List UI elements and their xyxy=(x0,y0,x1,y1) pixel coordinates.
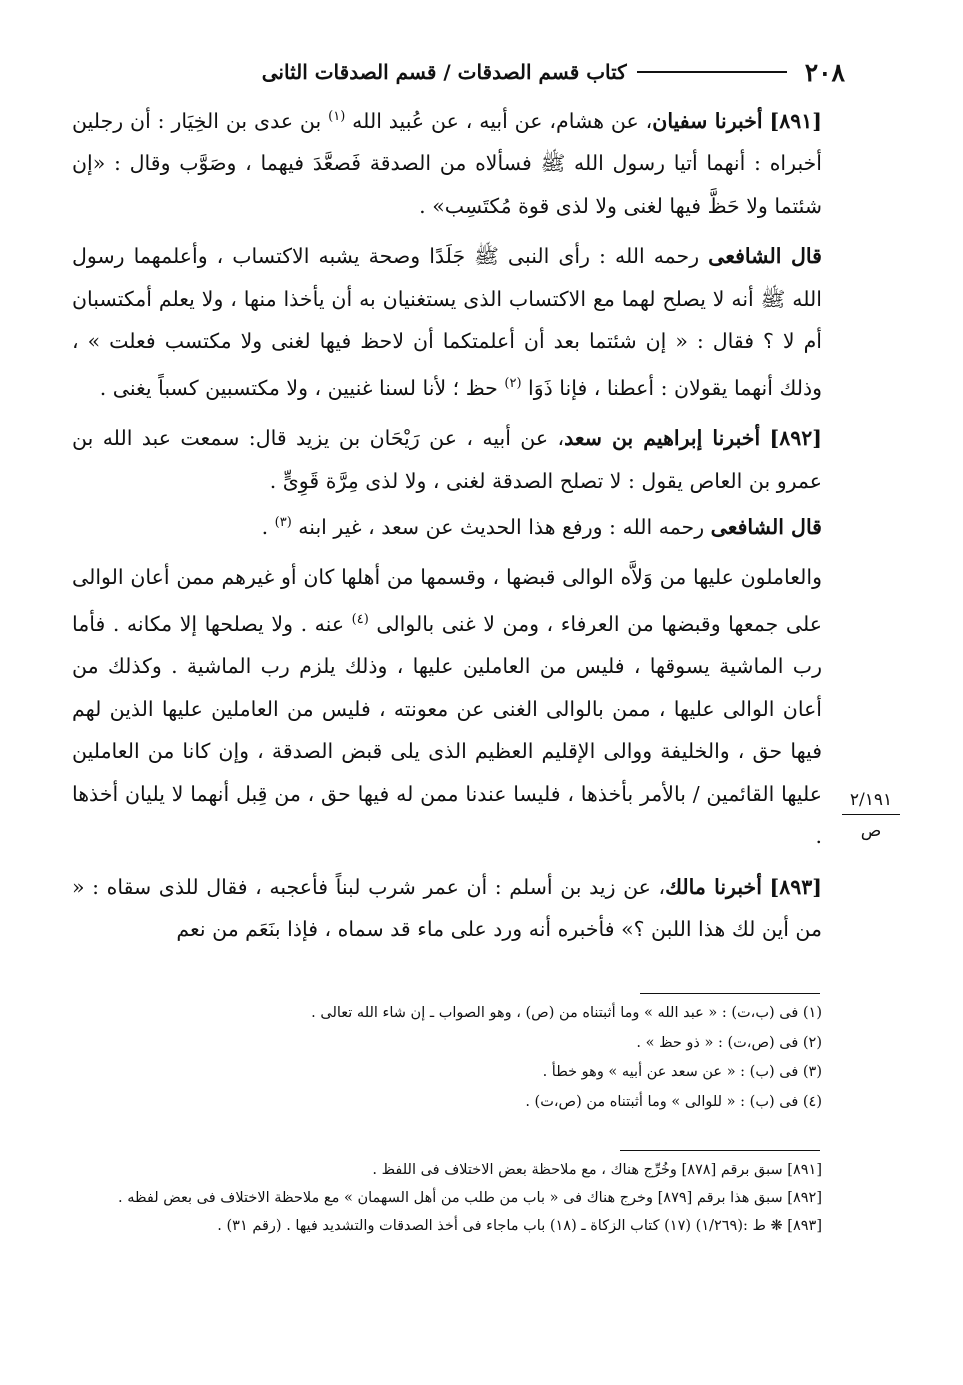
source-references xyxy=(72,1156,822,1240)
footnote-marker: (٤) xyxy=(351,611,369,627)
paragraph-lead: أخبرنا إبراهيم بن سعد xyxy=(564,426,761,451)
paragraph-shafii-1 xyxy=(72,235,822,409)
margin-rule xyxy=(842,814,900,815)
paragraph-lead: قال الشافعى xyxy=(710,514,822,539)
footnote: (١) فى (ب،ت) : « عبد الله » وما أثبتناه من (ص) ، وهو الصواب ـ إن شاء الله تعالى . xyxy=(311,1005,822,1021)
reference-note: [٨٩٣] ❋ ط :(١/٢٦٩) (١٧) كتاب الزكاة ـ (١٨) باب ماجاء فى أخذ الصدقات والتشديد فيها . (رقم ٣١) . xyxy=(217,1218,822,1234)
page-header xyxy=(75,52,845,92)
paragraph-text-continued: . xyxy=(261,514,269,539)
footnote-marker: (٣) xyxy=(274,515,292,531)
reference-note: [٨٩١] سبق برقم [٨٧٨] وخُرِّج هناك ، مع ملاحظة بعض الاختلاف فى اللفظ . xyxy=(372,1162,822,1178)
footnotes-divider xyxy=(640,993,820,994)
margin-manuscript-siglum: ص xyxy=(860,821,882,841)
footnotes xyxy=(72,999,822,1117)
hadith-number: [٨٩٣] xyxy=(769,874,822,899)
paragraph-lead: قال الشافعى xyxy=(708,244,822,269)
footnote: (٣) فى (ب) : « عن سعد عن أبيه » وهو خطأ . xyxy=(542,1064,822,1080)
footnote-marker: (٢) xyxy=(504,375,522,391)
reference-note: [٨٩٢] سبق هذا برقم [٨٧٩] وخرج هناك فى « باب من طلب من أهل السهمان » مع ملاحظة الاختلاف فى بعض لفظه . xyxy=(118,1190,822,1206)
paragraph-text: رحمه الله : ورفع هذا الحديث عن سعد ، غير ابنه xyxy=(298,514,705,539)
paragraph-text-continued: عنه . ولا يصلحها إلا مكانه . فأما رب الماشية يسوقها ، فليس من العاملين عليها ، وذلك يلزم رب الماشية . وكذلك من أعان الوالى عليها ، ممن بالوالى الغنى عن معونته ، فليس من العاملين عليها الذين لهم فيها حق ، والخليفة ووالى الإقليم العظيم الذى يلى قبض الصدقة ، وإن كانا من العاملين عليها القائمين / بالأمر بأخذها ، فليسا عندنا ممن له فيها حق ، من قِبل أنهما لا يليان أخذها . xyxy=(72,611,822,849)
paragraph-amilun xyxy=(72,556,822,857)
margin-reference-number: ٢/١٩١ xyxy=(849,790,893,810)
paragraph-shafii-2 xyxy=(72,502,822,548)
paragraph-893 xyxy=(72,866,822,951)
footnote: (٤) فى (ب) : « للوالى » وما أثبتناه من (ص،ت) . xyxy=(525,1093,822,1110)
paragraph-text-continued: بن عدى بن الخِيَار : أن رجلين أخبراه : أنهما أتيا رسول الله ﷺ فسألاه من الصدقة فَصعَّدَ فيهما ، وصَوَّب وقال : «إن شئتما ولا حَظَّ فيها لغنى ولا لذى قوة مُكتَسِب» . xyxy=(72,108,822,218)
paragraph-text: رحمه الله : رأى النبى ﷺ جَلَدًا وصحة يشبه الاكتساب ، وأعلمهما رسول الله ﷺ أنه لا يصلح لهما مع الاكتساب الذى يستغنيان به أن يأخذا منها ، ولا يعلم أمكتسبان أم لا ؟ فقال : « إن شئتما بعد أن أعلمتكما أن لاحظ فيها لغنى ولا مكتسب فعلت » ، وذلك أنهما يقولان : أعطنا ، فإنا ذَوَا xyxy=(72,244,822,400)
margin-page-reference xyxy=(842,790,900,841)
paragraph-text-continued: حظ ؛ لأنا لسنا غنيين ، ولا مكتسبين كسباً يغنى . xyxy=(99,375,498,400)
paragraph-text: ، عن أبيه ، عن رَيْحَان بن يزيد قال: سمعت عبد الله بن عمرو بن العاص يقول : لا تصلح الصدقة لغنى ، ولا لذى مِرَّة قَوِىٍّ . xyxy=(72,426,822,493)
running-title: كتاب قسم الصدقات / قسم الصدقات الثانى xyxy=(261,60,627,84)
references-divider xyxy=(620,1150,820,1151)
paragraph-text: والعاملون عليها من وَلاَّه الوالى قبضها ، وقسمها من أهلها كان أو غيرهم ممن أعان الوالى على جمعها وقبضها من العرفاء ، ومن لا غنى بالوالى xyxy=(72,565,822,636)
footnote-marker: (١) xyxy=(328,109,346,124)
main-text xyxy=(72,96,822,951)
paragraph-text: ، عن هشام، عن أبيه ، عن عُبيد الله xyxy=(352,108,653,133)
hadith-number: [٨٩١] xyxy=(769,108,822,133)
page-number: ٢٠٨ xyxy=(804,57,845,87)
paragraph-892 xyxy=(72,417,822,502)
paragraph-lead: أخبرنا سفيان xyxy=(652,108,763,133)
paragraph-lead: أخبرنا مالك xyxy=(665,874,762,899)
footnote: (٢) فى (ص،ت) : « ذو حظ » . xyxy=(636,1034,822,1051)
hadith-number: [٨٩٢] xyxy=(769,426,822,451)
paragraph-891 xyxy=(72,96,822,227)
paragraph-text: ، عن زيد بن أسلم : أن عمر شرب لبناً فأعجبه ، فقال للذى سقاه : « من أين لك هذا اللبن ؟» فأخبره أنه ورد على ماء قد سماه ، فإذا بنَعَم من نعم xyxy=(72,874,822,942)
header-rule xyxy=(637,71,787,73)
